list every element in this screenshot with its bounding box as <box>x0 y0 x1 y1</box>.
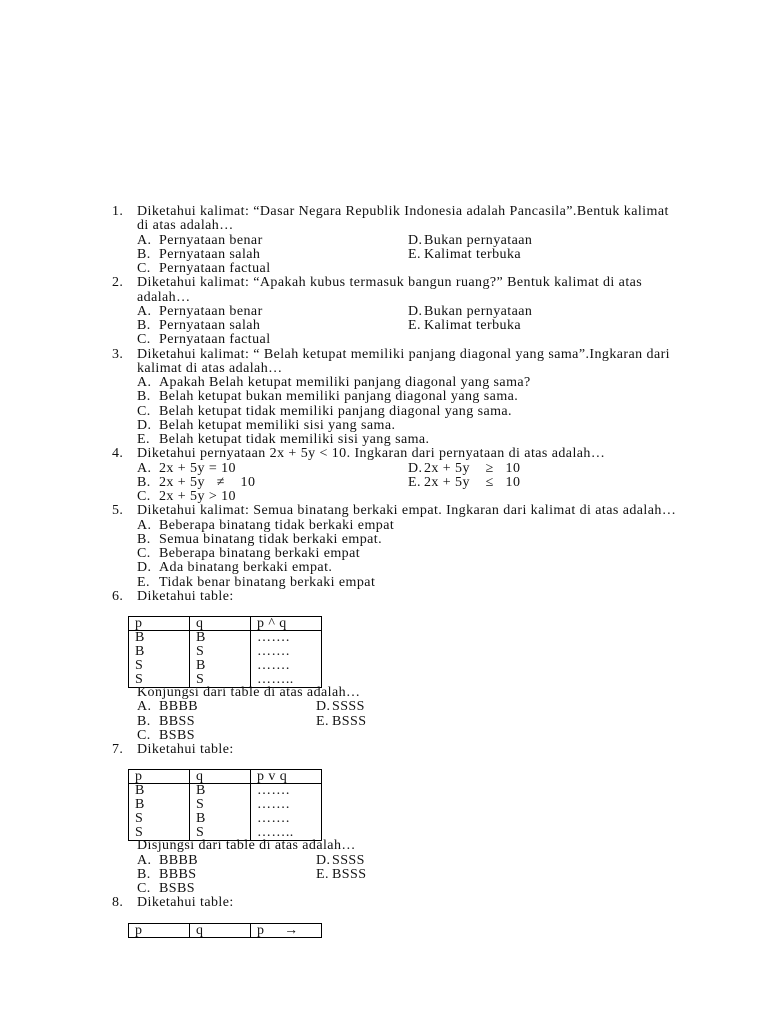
table-header-row <box>129 770 322 784</box>
option-row <box>112 319 732 333</box>
option-row <box>112 715 732 729</box>
option-label: E. <box>137 432 150 447</box>
option-label: C. <box>137 489 151 504</box>
question-number: 1. <box>112 204 124 219</box>
table-row <box>129 784 322 799</box>
option-label: E. <box>408 318 421 333</box>
option-row <box>112 561 732 575</box>
question-stem: Diketahui kalimat: “ Belah ketupat memiliki panjang diagonal yang sama”.Ingkaran dari <box>137 346 670 362</box>
option-label: D. <box>316 852 331 868</box>
table-row <box>129 812 322 826</box>
question-3 <box>112 348 732 448</box>
question-line <box>112 447 732 461</box>
question-stem-continued: adalah… <box>137 289 191 305</box>
question-stem-continued: kalimat di atas adalah… <box>137 360 283 376</box>
option-text: BSBS <box>159 881 195 896</box>
table-header-cell: p <box>129 923 190 937</box>
option-text: BSBS <box>159 727 195 743</box>
option-text: Belah ketupat memiliki sisi yang sama. <box>159 417 396 433</box>
question-line <box>112 219 732 233</box>
question-line <box>112 743 732 757</box>
option-text: BSSS <box>332 713 367 729</box>
option-label: B. <box>137 713 151 729</box>
question-line <box>112 205 732 219</box>
option-text: Kalimat terbuka <box>424 318 522 333</box>
option-text: Beberapa binatang berkaki empat <box>159 546 361 561</box>
option-label: C. <box>137 403 151 419</box>
option-label: C. <box>137 881 151 896</box>
question-1 <box>112 205 732 276</box>
option-row <box>112 854 732 868</box>
question-prompt: Disjungsi dari table di atas adalah… <box>137 838 356 854</box>
option-label: B. <box>137 474 151 490</box>
option-row <box>112 700 732 714</box>
option-row <box>112 433 732 447</box>
option-text: Pernyataan factual <box>159 261 271 276</box>
option-label: A. <box>137 303 152 319</box>
option-row <box>112 729 732 743</box>
table-header-cell: p → <box>251 923 322 937</box>
table-cell: ……. <box>251 631 322 646</box>
option-text: BBBB <box>159 699 199 715</box>
option-text: Pernyataan salah <box>159 318 261 333</box>
option-row <box>112 519 732 533</box>
option-text: Ada binatang berkaki empat. <box>159 560 333 576</box>
question-line <box>112 276 732 290</box>
table-header-row <box>129 617 322 631</box>
truth-table <box>128 769 322 841</box>
table-cell: S <box>129 659 190 673</box>
table-cell: B <box>129 645 190 659</box>
question-stem: Diketahui kalimat: “Dasar Negara Republik Indonesia adalah Pancasila”.Bentuk kalimat <box>137 204 669 219</box>
table-header-cell: p <box>129 617 190 631</box>
option-text: BSSS <box>332 866 367 882</box>
question-prompt-line <box>112 839 732 853</box>
table-header-cell: p v q <box>251 770 322 784</box>
table-cell: …….. <box>251 826 322 841</box>
table-cell: B <box>190 659 251 673</box>
question-6 <box>112 590 732 743</box>
table-cell: ……. <box>251 659 322 673</box>
option-row <box>112 376 732 390</box>
option-label: B. <box>137 318 151 333</box>
table-header-row <box>129 923 322 937</box>
option-label: C. <box>137 261 151 276</box>
table-header-cell: q <box>190 617 251 631</box>
question-number: 7. <box>112 742 124 757</box>
table-cell: ……. <box>251 812 322 826</box>
option-label: E. <box>137 574 150 590</box>
table-header-cell: q <box>190 770 251 784</box>
option-text: BBBS <box>159 866 197 882</box>
table-cell: B <box>129 798 190 812</box>
option-label: B. <box>137 531 151 547</box>
option-row <box>112 868 732 882</box>
table-cell: B <box>190 812 251 826</box>
question-number: 3. <box>112 346 124 362</box>
question-number: 4. <box>112 446 124 462</box>
option-row <box>112 248 732 262</box>
truth-table <box>128 923 322 938</box>
table-cell: B <box>129 631 190 646</box>
option-label: A. <box>137 852 152 868</box>
option-row <box>112 547 732 561</box>
question-stem-continued: di atas adalah… <box>137 218 234 234</box>
option-text: Kalimat terbuka <box>424 246 522 262</box>
option-text: Pernyataan benar <box>159 303 263 319</box>
option-text: Belah ketupat bukan memiliki panjang diagonal yang sama. <box>159 389 519 405</box>
option-row <box>112 405 732 419</box>
option-row <box>112 476 732 490</box>
table-row <box>129 659 322 673</box>
option-text: SSSS <box>332 852 365 868</box>
option-text: 2x + 5y = 10 <box>159 460 236 476</box>
table-header-cell: p <box>129 770 190 784</box>
table-cell: S <box>129 812 190 826</box>
question-stem: Diketahui kalimat: Semua binatang berkaki empat. Ingkaran dari kalimat di atas adalah… <box>137 503 677 519</box>
option-text: 2x + 5y ≥ 10 <box>424 460 521 476</box>
option-row <box>112 262 732 276</box>
option-row <box>112 533 732 547</box>
question-stem: Diketahui pernyataan 2x + 5y < 10. Ingkaran dari pernyataan di atas adalah… <box>137 446 606 462</box>
option-row <box>112 576 732 590</box>
table-cell: ……. <box>251 784 322 799</box>
option-label: A. <box>137 517 152 533</box>
question-line <box>112 362 732 376</box>
truth-table <box>128 616 322 688</box>
option-label: D. <box>316 699 331 715</box>
question-list <box>112 205 732 936</box>
table-cell: S <box>190 645 251 659</box>
question-5 <box>112 504 732 590</box>
option-label: D. <box>137 560 152 576</box>
question-number: 5. <box>112 503 124 519</box>
option-label: B. <box>137 246 151 262</box>
option-text: Pernyataan factual <box>159 332 271 348</box>
question-number: 8. <box>112 895 124 911</box>
option-text: 2x + 5y ≤ 10 <box>424 474 521 490</box>
question-stem: Diketahui kalimat: “Apakah kubus termasuk bangun ruang?” Bentuk kalimat di atas <box>137 275 643 291</box>
option-label: C. <box>137 332 151 348</box>
option-text: 2x + 5y ≠ 10 <box>159 474 256 490</box>
option-text: Tidak benar binatang berkaki empat <box>159 574 376 590</box>
option-label: A. <box>137 699 152 715</box>
table-row <box>129 631 322 646</box>
option-label: B. <box>137 389 151 405</box>
option-label: D. <box>137 417 152 433</box>
option-label: A. <box>137 232 152 248</box>
option-text: Belah ketupat tidak memiliki panjang diagonal yang sama. <box>159 403 512 419</box>
question-line <box>112 348 732 362</box>
table-cell: S <box>190 673 251 688</box>
option-row <box>112 882 732 896</box>
option-label: C. <box>137 546 151 561</box>
option-text: Semua binatang tidak berkaki empat. <box>159 531 383 547</box>
question-prompt-line <box>112 686 732 700</box>
option-text: Belah ketupat tidak memiliki sisi yang sama. <box>159 432 430 447</box>
option-text: Beberapa binatang tidak berkaki empat <box>159 517 395 533</box>
option-text: BBSS <box>159 713 195 729</box>
option-row <box>112 234 732 248</box>
table-cell: B <box>190 631 251 646</box>
question-number: 2. <box>112 275 124 291</box>
question-2 <box>112 276 732 347</box>
question-line <box>112 590 732 604</box>
table-cell: S <box>190 826 251 841</box>
table-cell: ……. <box>251 645 322 659</box>
question-number: 6. <box>112 588 124 604</box>
option-text: BBBB <box>159 852 199 868</box>
table-header-cell: q <box>190 923 251 937</box>
option-label: D. <box>408 460 423 476</box>
table-cell: ……. <box>251 798 322 812</box>
option-text: Pernyataan salah <box>159 246 261 262</box>
option-label: D. <box>408 232 423 248</box>
question-8 <box>112 896 732 937</box>
option-label: A. <box>137 460 152 476</box>
question-7 <box>112 743 732 896</box>
question-prompt: Konjungsi dari table di atas adalah… <box>137 685 361 700</box>
option-text: Apakah Belah ketupat memiliki panjang diagonal yang sama? <box>159 375 531 390</box>
option-text: Bukan pernyataan <box>424 232 533 248</box>
option-label: E. <box>408 246 421 262</box>
question-line <box>112 291 732 305</box>
table-row <box>129 798 322 812</box>
option-label: A. <box>137 375 152 390</box>
table-cell: S <box>129 826 190 841</box>
table-row <box>129 645 322 659</box>
option-row <box>112 490 732 504</box>
option-row <box>112 419 732 433</box>
question-line <box>112 896 732 910</box>
option-text: 2x + 5y > 10 <box>159 489 236 504</box>
option-text: SSSS <box>332 699 365 715</box>
table-cell: …….. <box>251 673 322 688</box>
option-label: C. <box>137 727 151 743</box>
option-row <box>112 333 732 347</box>
option-text: Bukan pernyataan <box>424 303 533 319</box>
option-label: E. <box>316 866 329 882</box>
option-row <box>112 390 732 404</box>
table-header-cell: p ^ q <box>251 617 322 631</box>
option-label: B. <box>137 866 151 882</box>
question-stem: Diketahui table: <box>137 895 234 911</box>
option-label: E. <box>408 474 421 490</box>
table-cell: S <box>190 798 251 812</box>
question-stem: Diketahui table: <box>137 588 234 604</box>
option-row <box>112 305 732 319</box>
question-4 <box>112 447 732 504</box>
table-cell: B <box>190 784 251 799</box>
option-row <box>112 462 732 476</box>
option-text: Pernyataan benar <box>159 232 263 248</box>
question-line <box>112 504 732 518</box>
question-stem: Diketahui table: <box>137 742 234 757</box>
table-cell: B <box>129 784 190 799</box>
table-cell: S <box>129 673 190 688</box>
option-label: D. <box>408 303 423 319</box>
option-label: E. <box>316 713 329 729</box>
